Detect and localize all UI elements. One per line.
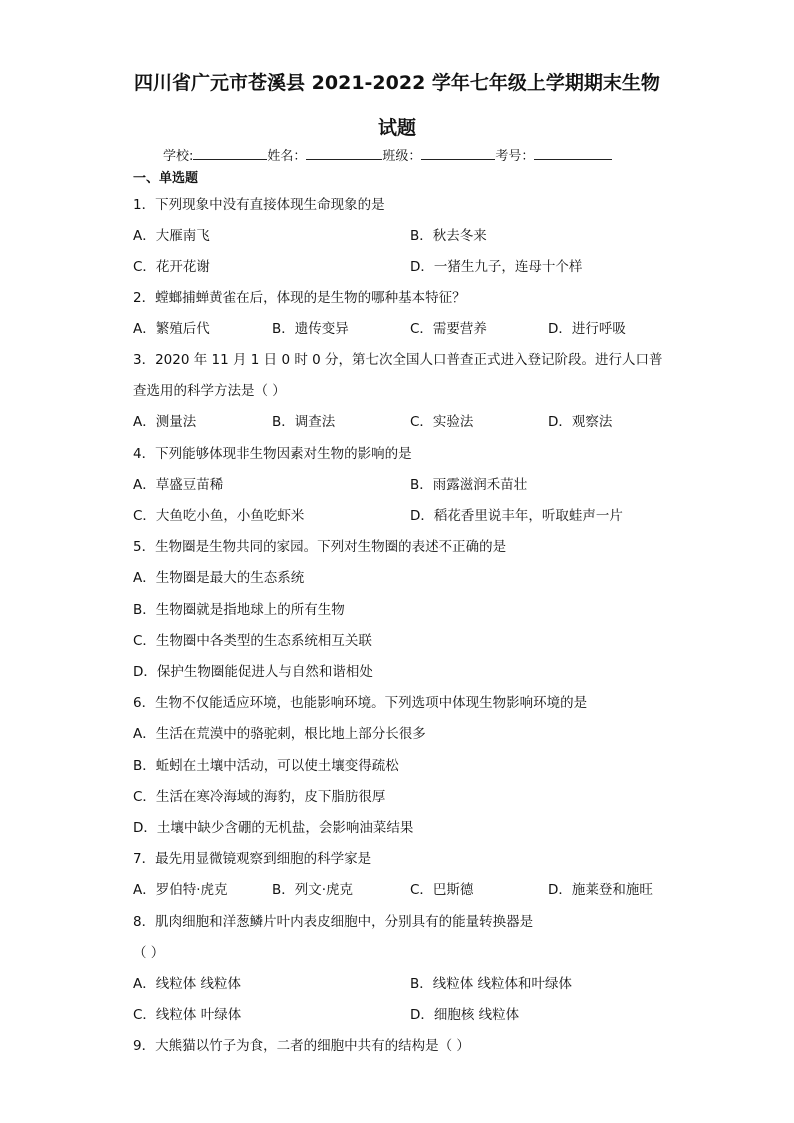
class-label: 班级： [382, 149, 422, 164]
question-8-stem-line-2: （ ） [133, 945, 165, 961]
question-4-stem: 4．下列能够体现非生物因素对生物的影响的是 [133, 446, 412, 462]
q8-option-b[interactable]: B．线粒体 线粒体和叶绿体 [410, 976, 573, 992]
school-label: 学校: [163, 149, 194, 164]
q6-option-d[interactable]: D．土壤中缺少含硼的无机盐，会影响油菜结果 [133, 820, 414, 836]
q7-option-b[interactable]: B．列文·虎克 [272, 882, 354, 898]
q2-option-a[interactable]: A．繁殖后代 [133, 321, 210, 337]
q5-option-b[interactable]: B．生物圈就是指地球上的所有生物 [133, 602, 345, 618]
q2-option-b[interactable]: B．遗传变异 [272, 321, 349, 337]
q3-option-b[interactable]: B．调查法 [272, 414, 336, 430]
q1-option-d[interactable]: D．一猪生九子，连母十个样 [410, 259, 583, 275]
q7-option-a[interactable]: A．罗伯特·虎克 [133, 882, 228, 898]
question-2-stem: 2．螳螂捕蝉黄雀在后，体现的是生物的哪种基本特征？ [133, 290, 466, 306]
student-info-row [163, 145, 612, 164]
q2-option-c[interactable]: C．需要营养 [410, 321, 487, 337]
number-blank[interactable] [534, 147, 612, 160]
number-label: 考号： [495, 149, 535, 164]
q6-option-b[interactable]: B．蚯蚓在土壤中活动，可以使土壤变得疏松 [133, 758, 399, 774]
q7-option-d[interactable]: D．施莱登和施旺 [548, 882, 653, 898]
question-7-stem: 7．最先用显微镜观察到细胞的科学家是 [133, 851, 372, 867]
q8-option-d[interactable]: D．细胞核 线粒体 [410, 1007, 520, 1023]
question-9-stem: 9．大熊猫以竹子为食，二者的细胞中共有的结构是（ ） [133, 1038, 470, 1054]
q1-option-a[interactable]: A．大雁南飞 [133, 228, 210, 244]
q1-option-c[interactable]: C．花开花谢 [133, 259, 210, 275]
q4-option-d[interactable]: D．稻花香里说丰年，听取蛙声一片 [410, 508, 623, 524]
exam-title-line-2: 试题 [377, 117, 416, 139]
name-label: 姓名： [267, 149, 307, 164]
q3-option-a[interactable]: A．测量法 [133, 414, 197, 430]
q4-option-b[interactable]: B．雨露滋润禾苗壮 [410, 477, 528, 493]
q6-option-c[interactable]: C．生活在寒冷海域的海豹，皮下脂肪很厚 [133, 789, 386, 805]
q5-option-c[interactable]: C．生物圈中各类型的生态系统相互关联 [133, 633, 372, 649]
question-5-stem: 5．生物圈是生物共同的家园。下列对生物圈的表述不正确的是 [133, 539, 507, 555]
question-3-stem-line-1: 3．2020 年 11 月 1 日 0 时 0 分，第七次全国人口普查正式进入登记阶段。进行人口普 [133, 352, 663, 368]
class-blank[interactable] [421, 147, 495, 160]
q3-option-c[interactable]: C．实验法 [410, 414, 474, 430]
q5-option-a[interactable]: A．生物圈是最大的生态系统 [133, 570, 305, 586]
question-6-stem: 6．生物不仅能适应环境，也能影响环境。下列选项中体现生物影响环境的是 [133, 695, 588, 711]
question-3-stem-line-2: 查选用的科学方法是（ ） [133, 383, 286, 399]
q1-option-b[interactable]: B．秋去冬来 [410, 228, 487, 244]
q8-option-c[interactable]: C．线粒体 叶绿体 [133, 1007, 242, 1023]
school-blank[interactable] [193, 147, 267, 160]
q6-option-a[interactable]: A．生活在荒漠中的骆驼刺，根比地上部分长很多 [133, 726, 426, 742]
name-blank[interactable] [306, 147, 382, 160]
q3-option-d[interactable]: D．观察法 [548, 414, 613, 430]
q4-option-c[interactable]: C．大鱼吃小鱼，小鱼吃虾米 [133, 508, 305, 524]
q4-option-a[interactable]: A．草盛豆苗稀 [133, 477, 224, 493]
question-8-stem-line-1: 8．肌肉细胞和洋葱鳞片叶内表皮细胞中，分别具有的能量转换器是 [133, 914, 534, 930]
q7-option-c[interactable]: C．巴斯德 [410, 882, 474, 898]
q8-option-a[interactable]: A．线粒体 线粒体 [133, 976, 242, 992]
section-heading: 一、单选题 [133, 171, 199, 186]
q2-option-d[interactable]: D．进行呼吸 [548, 321, 626, 337]
q5-option-d[interactable]: D．保护生物圈能促进人与自然和谐相处 [133, 664, 373, 680]
exam-title-line-1: 四川省广元市苍溪县 2021-2022 学年七年级上学期期末生物 [134, 72, 660, 94]
question-1-stem: 1．下列现象中没有直接体现生命现象的是 [133, 197, 385, 213]
